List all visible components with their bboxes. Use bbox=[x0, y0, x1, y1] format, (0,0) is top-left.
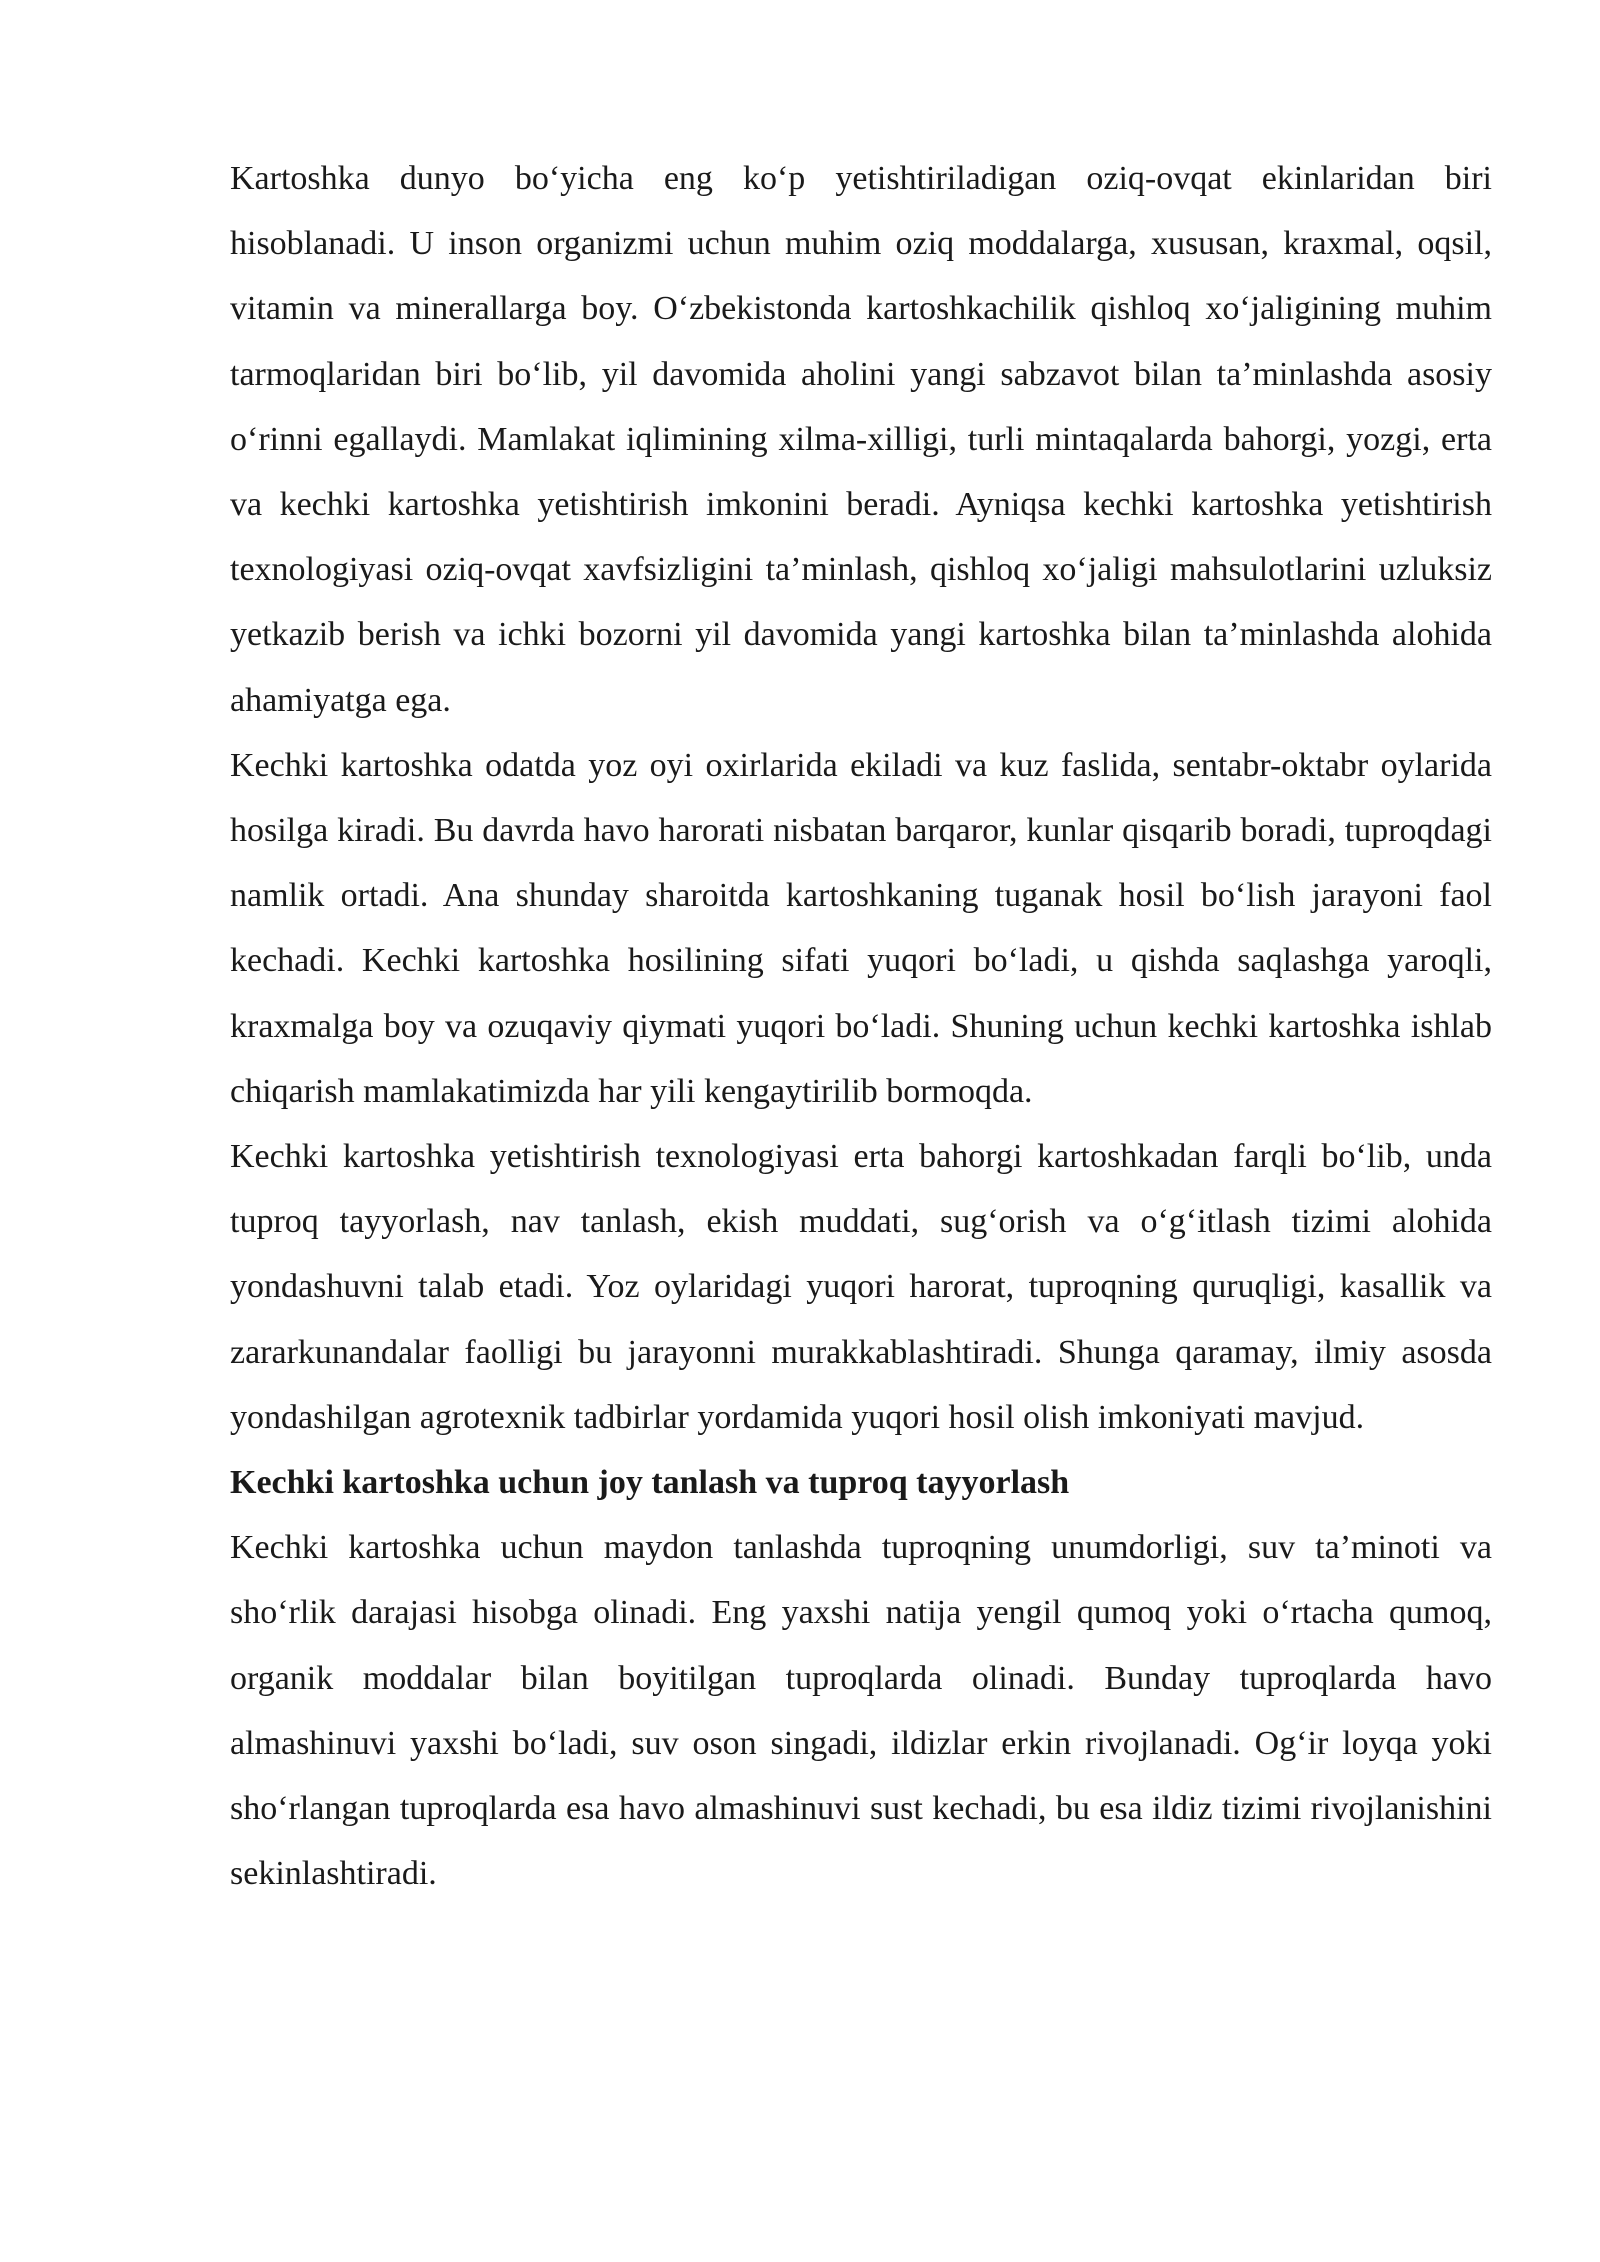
late-potato-paragraph: Kechki kartoshka odatda yoz oyi oxirlarida ekiladi va kuz faslida, sentabr-oktabr oylarida hosilga kiradi. Bu davrda havo harorati nisbatan barqaror, kunlar qisqarib boradi, tuproqdagi namlik ortadi. Ana shunday sharoitda kartoshkaning tuganak hosil bo‘lish jarayoni faol kechadi. Kechki kartoshka hosilining sifati yuqori bo‘ladi, u qishda saqlashga yaroqli, kraxmalga boy va ozuqaviy qiymati yuqori bo‘ladi. Shuning uchun kechki kartoshka ishlab chiqarish mamlakatimizda har yili kengaytirilib bormoqda. bbox=[230, 746, 1492, 1110]
section-heading: Kechki kartoshka uchun joy tanlash va tuproq tayyorlash bbox=[230, 1464, 1070, 1502]
technology-paragraph: Kechki kartoshka yetishtirish texnologiyasi erta bahorgi kartoshkadan farqli bo‘lib, unda tuproq tayyorlash, nav tanlash, ekish muddati, sug‘orish va o‘g‘itlash tizimi alohida yondashuvni talab etadi. Yoz oylaridagi yuqori harorat, tuproqning quruqligi, kasallik va zararkunandalar faolligi bu jarayonni murakkablashtiradi. Shunga qaramay, ilmiy asosda yondashilgan agrotexnik tadbirlar yordamida yuqori hosil olish imkoniyati mavjud. bbox=[230, 1138, 1492, 1436]
document-body bbox=[230, 146, 1492, 1906]
intro-paragraph: Kartoshka dunyo bo‘yicha eng ko‘p yetishtiriladigan oziq-ovqat ekinlaridan biri hisoblanadi. U inson organizmi uchun muhim oziq moddalarga, xususan, kraxmal, oqsil, vitamin va minerallarga boy. O‘zbekistonda kartoshkachilik qishloq xo‘jaligining muhim tarmoqlaridan biri bo‘lib, yil davomida aholini yangi sabzavot bilan ta’minlashda asosiy o‘rinni egallaydi. Mamlakat iqlimining xilma-xilligi, turli mintaqalarda bahorgi, yozgi, erta va kechki kartoshka yetishtirish imkonini beradi. Ayniqsa kechki kartoshka yetishtirish texnologiyasi oziq-ovqat xavfsizligini ta’minlash, qishloq xo‘jaligi mahsulotlarini uzluksiz yetkazib berish va ichki bozorni yil davomida yangi kartoshka bilan ta’minlashda alohida ahamiyatga ega. bbox=[230, 160, 1492, 719]
site-selection-paragraph: Kechki kartoshka uchun maydon tanlashda tuproqning unumdorligi, suv ta’minoti va sho‘rlik darajasi hisobga olinadi. Eng yaxshi natija yengil qumoq yoki o‘rtacha qumoq, organik moddalar bilan boyitilgan tuproqlarda olinadi. Bunday tuproqlarda havo almashinuvi yaxshi bo‘ladi, suv oson singadi, ildizlar erkin rivojlanadi. Og‘ir loyqa yoki sho‘rlangan tuproqlarda esa havo almashinuvi sust kechadi, bu esa ildiz tizimi rivojlanishini sekinlashtiradi. bbox=[230, 1529, 1492, 1893]
